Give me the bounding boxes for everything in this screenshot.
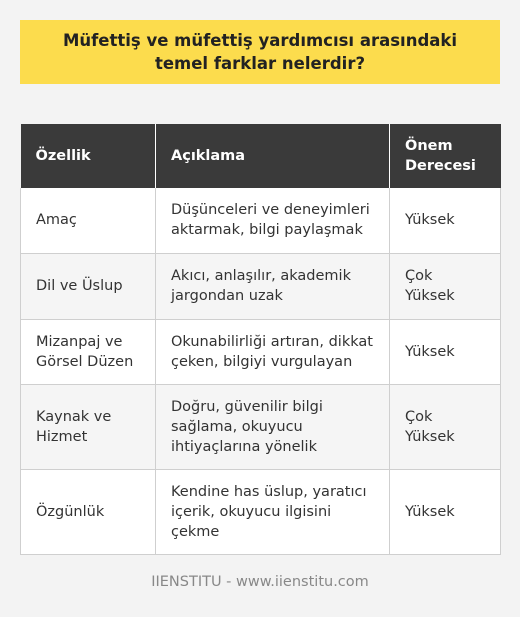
feature-cell: Mizanpaj ve Görsel Düzen [21, 319, 156, 384]
description-cell: Kendine has üslup, yaratıcı içerik, okuyucu ilgisini çekme [156, 469, 390, 554]
column-header-feature: Özellik [21, 124, 156, 188]
table-row [21, 319, 501, 384]
description-cell: Düşünceleri ve deneyimleri aktarmak, bilgi paylaşmak [156, 188, 390, 253]
importance-cell: Çok Yüksek [390, 384, 501, 469]
title-banner [20, 20, 500, 84]
footer-credit: IIENSTITU - www.iienstitu.com [151, 574, 369, 590]
description-cell: Okunabilirliği artıran, dikkat çeken, bilgiyi vurgulayan [156, 319, 390, 384]
description-cell: Doğru, güvenilir bilgi sağlama, okuyucu ihtiyaçlarına yönelik [156, 384, 390, 469]
importance-cell: Çok Yüksek [390, 253, 501, 319]
table-row [21, 253, 501, 319]
table-row [21, 384, 501, 469]
importance-cell: Yüksek [390, 319, 501, 384]
feature-cell: Amaç [21, 188, 156, 253]
table-header-row [21, 124, 501, 188]
feature-cell: Dil ve Üslup [21, 253, 156, 319]
importance-cell: Yüksek [390, 469, 501, 554]
column-header-description: Açıklama [156, 124, 390, 188]
comparison-table [20, 124, 501, 555]
importance-cell: Yüksek [390, 188, 501, 253]
page-title: Müfettiş ve müfettiş yardımcısı arasındaki temel farklar nelerdir? [62, 31, 458, 73]
feature-cell: Kaynak ve Hizmet [21, 384, 156, 469]
table-row [21, 188, 501, 253]
feature-cell: Özgünlük [21, 469, 156, 554]
table-row [21, 469, 501, 554]
column-header-importance: Önem Derecesi [390, 124, 501, 188]
description-cell: Akıcı, anlaşılır, akademik jargondan uzak [156, 253, 390, 319]
